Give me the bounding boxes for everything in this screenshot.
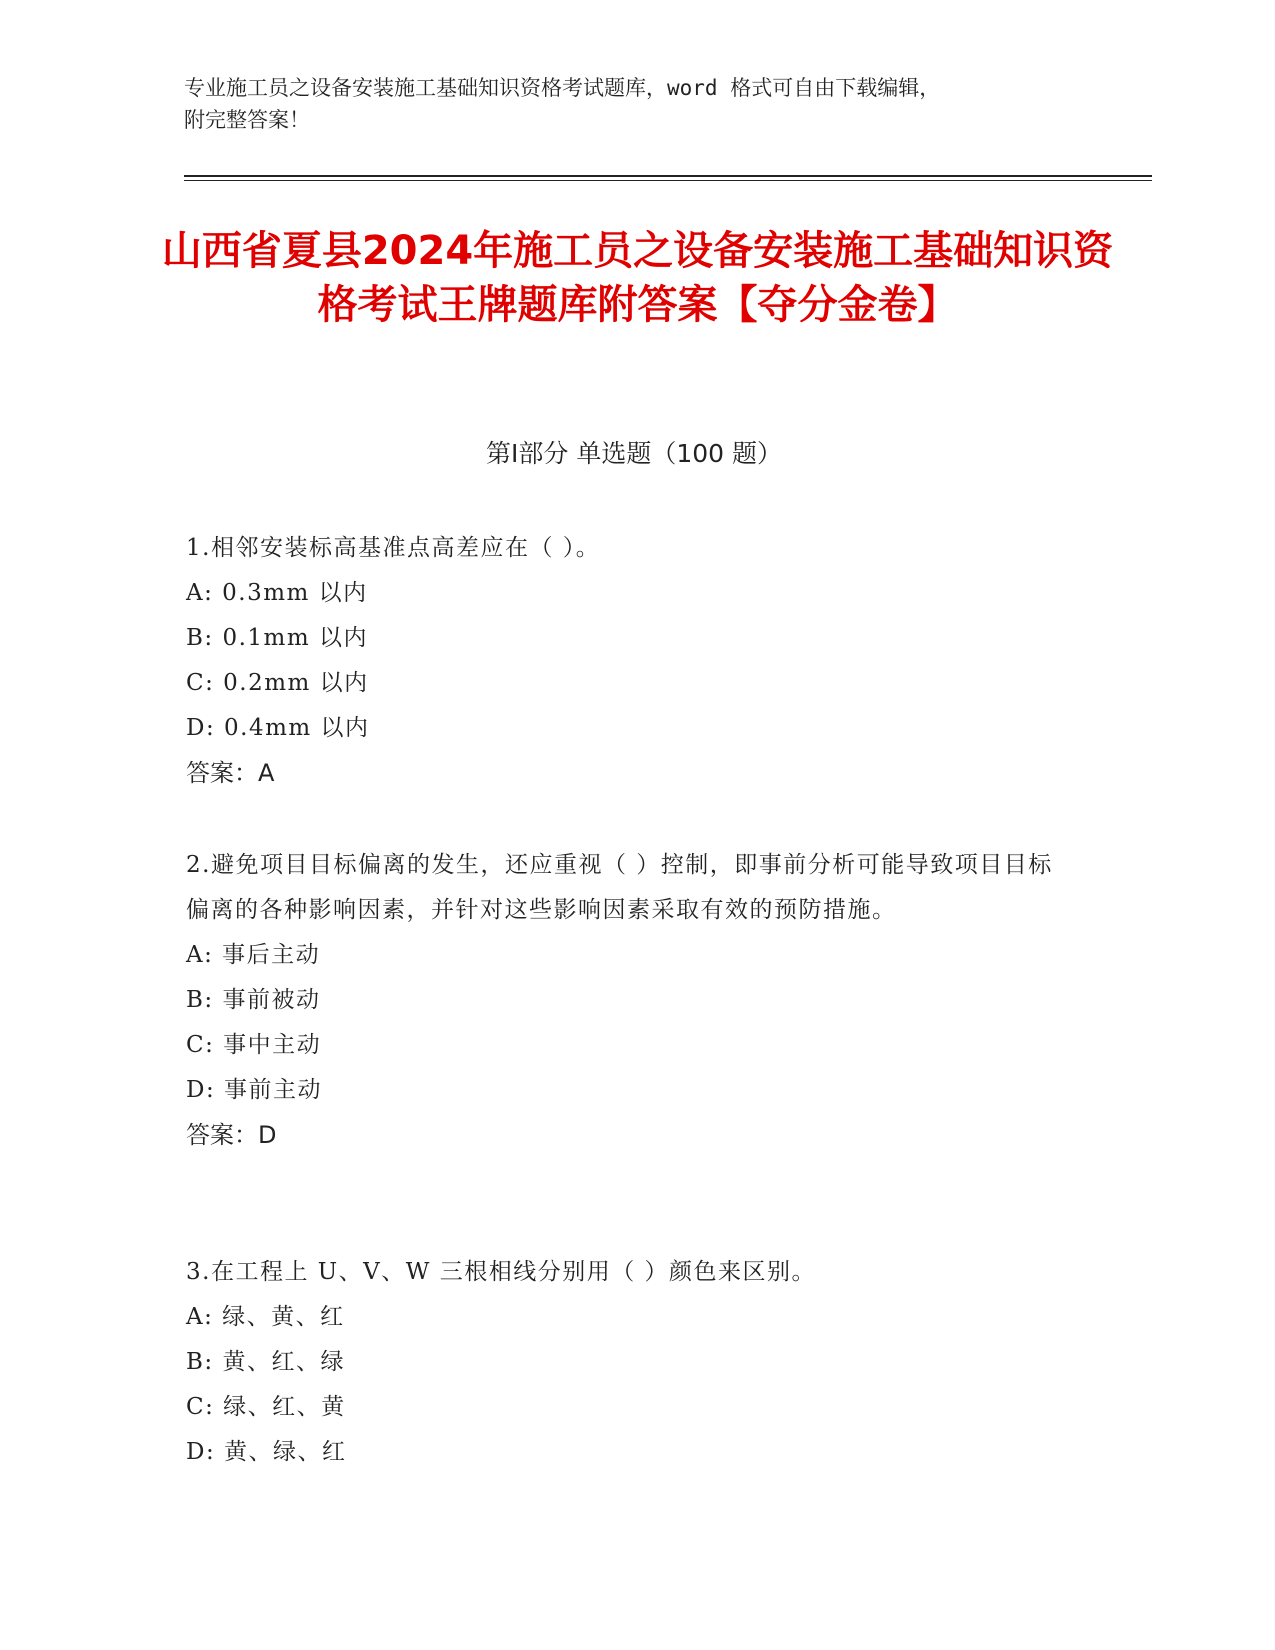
option-d: D: 黄、绿、红: [186, 1439, 347, 1465]
option-b: B: 事前被动: [186, 987, 321, 1013]
option-b: B: 0.1mm 以内: [186, 625, 368, 651]
question-stem: 3.在工程上 U、V、W 三根相线分别用（ ）颜色来区别。: [186, 1259, 817, 1285]
option-c: C: 0.2mm 以内: [186, 670, 369, 696]
option-a: A: 0.3mm 以内: [186, 580, 368, 606]
option-a: A: 事后主动: [186, 942, 321, 968]
header-note-line-2: 附完整答案！: [184, 108, 310, 132]
document-title: 山西省夏县2024年施工员之设备安装施工基础知识资格考试王牌题库附答案【夺分金卷】: [161, 228, 1114, 328]
question-stem: 1.相邻安装标高基准点高差应在（ ）。: [186, 535, 601, 561]
question-stem: 2.避免项目目标偏离的发生，还应重视（ ）控制，即事前分析可能导致项目目标偏离的各种影响因素，并针对这些影响因素采取有效的预防措施。: [186, 852, 1053, 923]
answer: 答案：A: [186, 759, 275, 787]
option-c: C: 事中主动: [186, 1032, 322, 1058]
option-a: A: 绿、黄、红: [186, 1304, 345, 1330]
header-divider-thin: [184, 180, 1152, 181]
header-note: [184, 72, 1084, 136]
question-3: [186, 1250, 1086, 1475]
header-note-line-1: 专业施工员之设备安装施工基础知识资格考试题库，word 格式可自由下载编辑，: [184, 76, 941, 100]
option-b: B: 黄、红、绿: [186, 1349, 345, 1375]
question-2: [186, 843, 1086, 1158]
option-c: C: 绿、红、黄: [186, 1394, 346, 1420]
option-d: D: 事前主动: [186, 1077, 323, 1103]
option-d: D: 0.4mm 以内: [186, 715, 370, 741]
answer: 答案：D: [186, 1121, 277, 1149]
section-title: 第Ⅰ部分 单选题（100 题）: [486, 439, 782, 468]
question-1: [186, 526, 1086, 796]
header-divider-thick: [184, 175, 1152, 177]
